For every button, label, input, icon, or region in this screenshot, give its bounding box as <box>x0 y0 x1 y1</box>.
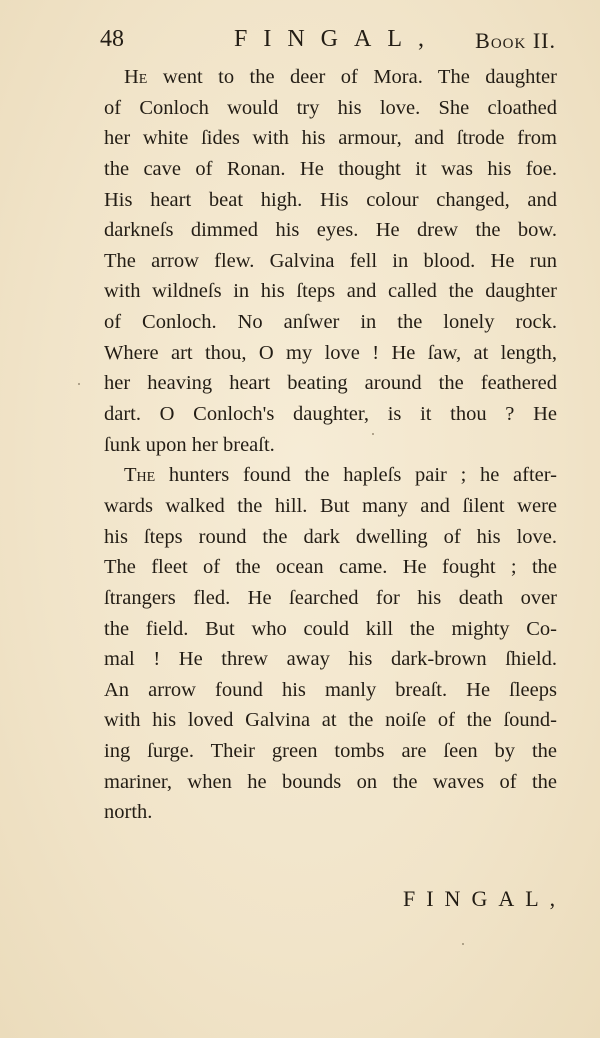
paper-speck <box>78 383 80 385</box>
text-line: with his loved Galvina at the noiſe of the ſound- <box>104 709 557 732</box>
text-line: ing ſurge. Their green tombs are ſeen by the <box>104 740 557 763</box>
body-text <box>104 62 557 828</box>
book-label: Book II. <box>475 28 556 53</box>
text-line: mal ! He threw away his dark-brown ſhield. <box>104 648 557 671</box>
text-line: his ſteps round the dark dwelling of his love. <box>104 525 557 548</box>
text-line: her white ſides with his armour, and ſtrode from <box>104 127 557 150</box>
paragraph-1 <box>104 62 557 460</box>
catchword: FINGAL, <box>403 886 567 911</box>
text-line: darkneſs dimmed his eyes. He drew the bow. <box>104 219 557 242</box>
text-line: wards walked the hill. But many and ſilent were <box>104 494 557 517</box>
running-title: FINGAL, <box>234 26 440 52</box>
text-line: ſtrangers fled. He ſearched for his death over <box>104 586 557 609</box>
text-line: the cave of Ronan. He thought it was his foe. <box>104 157 557 180</box>
text-line: with wildneſs in his ſteps and called the daughter <box>104 280 557 303</box>
text-line: her heaving heart beating around the feathered <box>104 372 557 395</box>
running-head <box>100 26 556 58</box>
paragraph-2 <box>104 460 557 828</box>
paragraph-lead-word: The <box>124 464 156 487</box>
text-line: The hunters found the hapleſs pair ; he after- <box>124 464 557 487</box>
text-line: An arrow found his manly breaſt. He ſleeps <box>104 678 557 701</box>
text-line: The arrow flew. Galvina fell in blood. He run <box>104 249 557 272</box>
text-line: His heart beat high. His colour changed, and <box>104 188 557 211</box>
text-line: Where art thou, O my love ! He ſaw, at length, <box>104 341 557 364</box>
text-line: The fleet of the ocean came. He fought ; the <box>104 556 557 579</box>
text-line: of Conloch. No anſwer in the lonely rock. <box>104 311 557 334</box>
paper-speck <box>372 433 374 435</box>
text-line: mariner, when he bounds on the waves of the <box>104 770 557 793</box>
page-number: 48 <box>100 26 124 52</box>
text-line: of Conloch would try his love. She cloathed <box>104 96 557 119</box>
paper-speck <box>462 943 464 945</box>
paragraph-lead-word: He <box>124 66 148 88</box>
text-line: He went to the deer of Mora. The daughter <box>124 66 557 88</box>
text-line: dart. O Conloch's daughter, is it thou ? He <box>104 403 557 426</box>
text-line: ſunk upon her breaſt. <box>104 433 275 456</box>
text-line: north. <box>104 801 153 824</box>
text-line: the field. But who could kill the mighty Co- <box>104 617 557 640</box>
